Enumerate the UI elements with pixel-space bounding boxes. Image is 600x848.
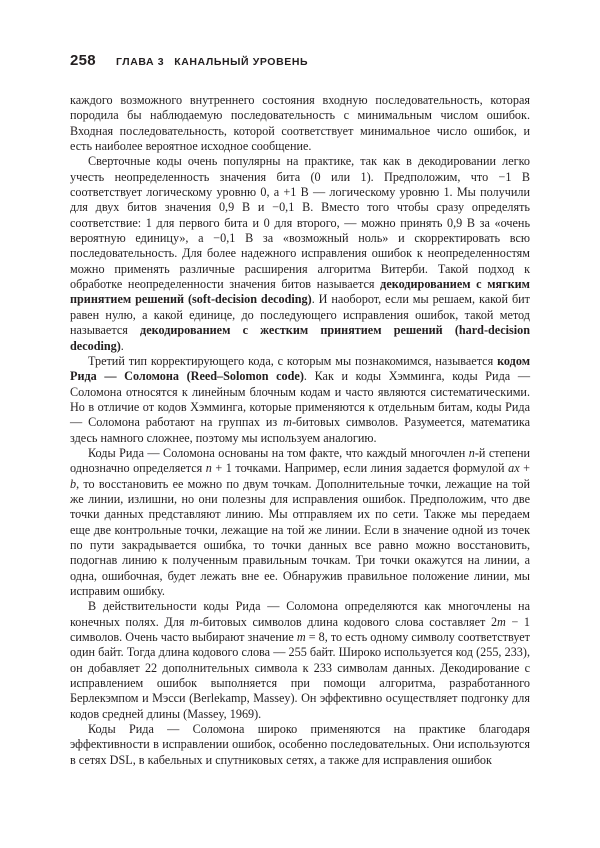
body-text bbox=[70, 93, 530, 768]
paragraph bbox=[70, 599, 530, 722]
text-run: -битовых символов длина кодового слова составляет 2 bbox=[198, 614, 498, 629]
text-run: . И наоборот, если мы решаем, какой бит равен нулю, а какой единице, до последующего исправления ошибок, такой метод называется bbox=[70, 292, 531, 338]
text-run: . bbox=[120, 338, 124, 353]
math-variable: m bbox=[283, 415, 292, 430]
bold-term: декодированием с жестким принятием решений (hard-decision decoding) bbox=[70, 323, 530, 353]
paragraph bbox=[70, 446, 530, 599]
text-run: Третий тип корректирующего кода, с которым мы познакомимся, называется bbox=[88, 353, 498, 368]
math-variable: ax bbox=[508, 461, 520, 476]
text-run: − 1 символов. Очень часто выбирают значение bbox=[70, 614, 531, 645]
math-variable: m bbox=[296, 630, 306, 645]
running-header bbox=[70, 52, 308, 69]
chapter-label: ГЛАВА 3 bbox=[115, 56, 165, 68]
paragraph bbox=[70, 93, 530, 154]
text-run: Коды Рида — Соломона основаны на том факте, что каждый многочлен bbox=[88, 445, 469, 460]
bold-term: кодом Рида — Соломона (Reed–Solomon code) bbox=[70, 353, 530, 384]
text-run: -й степени однозначно определяется bbox=[70, 445, 530, 476]
math-variable: b bbox=[70, 476, 77, 491]
chapter-title: КАНАЛЬНЫЙ УРОВЕНЬ bbox=[174, 56, 309, 68]
text-run: . Как и коды Хэмминга, коды Рида — Соломона относятся к линейным блочным кодам и часто являются систематическими. Но в отличие от кодов Хэмминга, которые применяются к отдельным битам, коды Рида — Соломона работают на группах из bbox=[70, 369, 531, 430]
paragraph bbox=[70, 354, 530, 446]
text-run: Сверточные коды очень популярны на практике, так как в декодировании легко учесть неопределенность значения бита (0 или 1). Предположим, что −1 В соответствует логическому уровню 0, а +1 В — логическому уровню 1. Мы получили для двух битов значения 0,9 В и −0,1 В. Вместо того чтобы сразу определять соответствие: 1 для первого бита и 0 для второго, — можно принять 0,9 В за «очень вероятную единицу», а −0,1 В за «возможный ноль» и скорректировать всю последовательность. Для более надежного исправления ошибок к неопределенностям можно применять различные расширения алгоритма Витерби. Такой подход к обработке неопределенности значения битов называется bbox=[70, 154, 530, 292]
math-variable: n bbox=[468, 445, 475, 460]
text-run: -битовых символов. Разумеется, математика здесь намного сложнее, поэтому мы используем аналогию. bbox=[70, 415, 530, 445]
math-variable: m bbox=[497, 614, 506, 629]
paragraph bbox=[70, 154, 530, 353]
text-run: В действительности коды Рида — Соломона определяются как многочлены на конечных полях. Для bbox=[70, 599, 530, 629]
text-run: = 8, то есть одному символу соответствует один байт. Тогда длина кодового слова — 255 байт. Широко используется код (255, 233), он добавляет 22 дополнительных символа к 233 символам данных. Декодирование с исправлением ошибок выполняется при помощи алгоритма, разработанного Берлекэмпом и Мэсси (Berlekamp, Massey). Он эффективно осуществляет подгонку для кодов средней длины (Massey, 1969). bbox=[70, 630, 530, 721]
text-run: , то восстановить ее можно по двум точкам. Дополнительные точки, лежащие на той же линии, излишни, но они полезны для исправления ошибок. Предположим, что две точки данных представляют линию. Мы отправляем их по сети. Также мы передаем еще две контрольные точки, лежащие на той же линии. Если в значение одной из точек по пути закрадывается ошибка, то точки данных все равно можно восстановить, подогнав линию к полученным правильным точкам. Три точки окажутся на линии, а одна, ошибочная, будет лежать вне ее. Обнаружив правильное положение линии, мы исправим ошибку. bbox=[70, 476, 530, 598]
math-variable: n bbox=[205, 461, 212, 476]
text-run: + 1 точками. Например, если линия задается формулой bbox=[211, 461, 509, 476]
text-run: каждого возможного внутреннего состояния входную последовательность, которая породила бы наблюдаемую последовательность с минимальным числом ошибок. Входная последовательность, которой соответствует минимальное число ошибок, и есть наиболее вероятное исходное сообщение. bbox=[70, 93, 530, 154]
paragraph bbox=[70, 722, 530, 768]
text-run: Коды Рида — Соломона широко применяются на практике благодаря эффективности в исправлении ошибок, особенно последовательных. Они используются в сетях DSL, в кабельных и спутниковых сетях, а также для исправления ошибок bbox=[70, 722, 530, 767]
bold-term: декодированием с мягким принятием решений (soft-decision decoding) bbox=[70, 277, 530, 307]
math-variable: m bbox=[190, 614, 199, 629]
page-number: 258 bbox=[70, 52, 96, 69]
text-run: + bbox=[519, 461, 531, 476]
